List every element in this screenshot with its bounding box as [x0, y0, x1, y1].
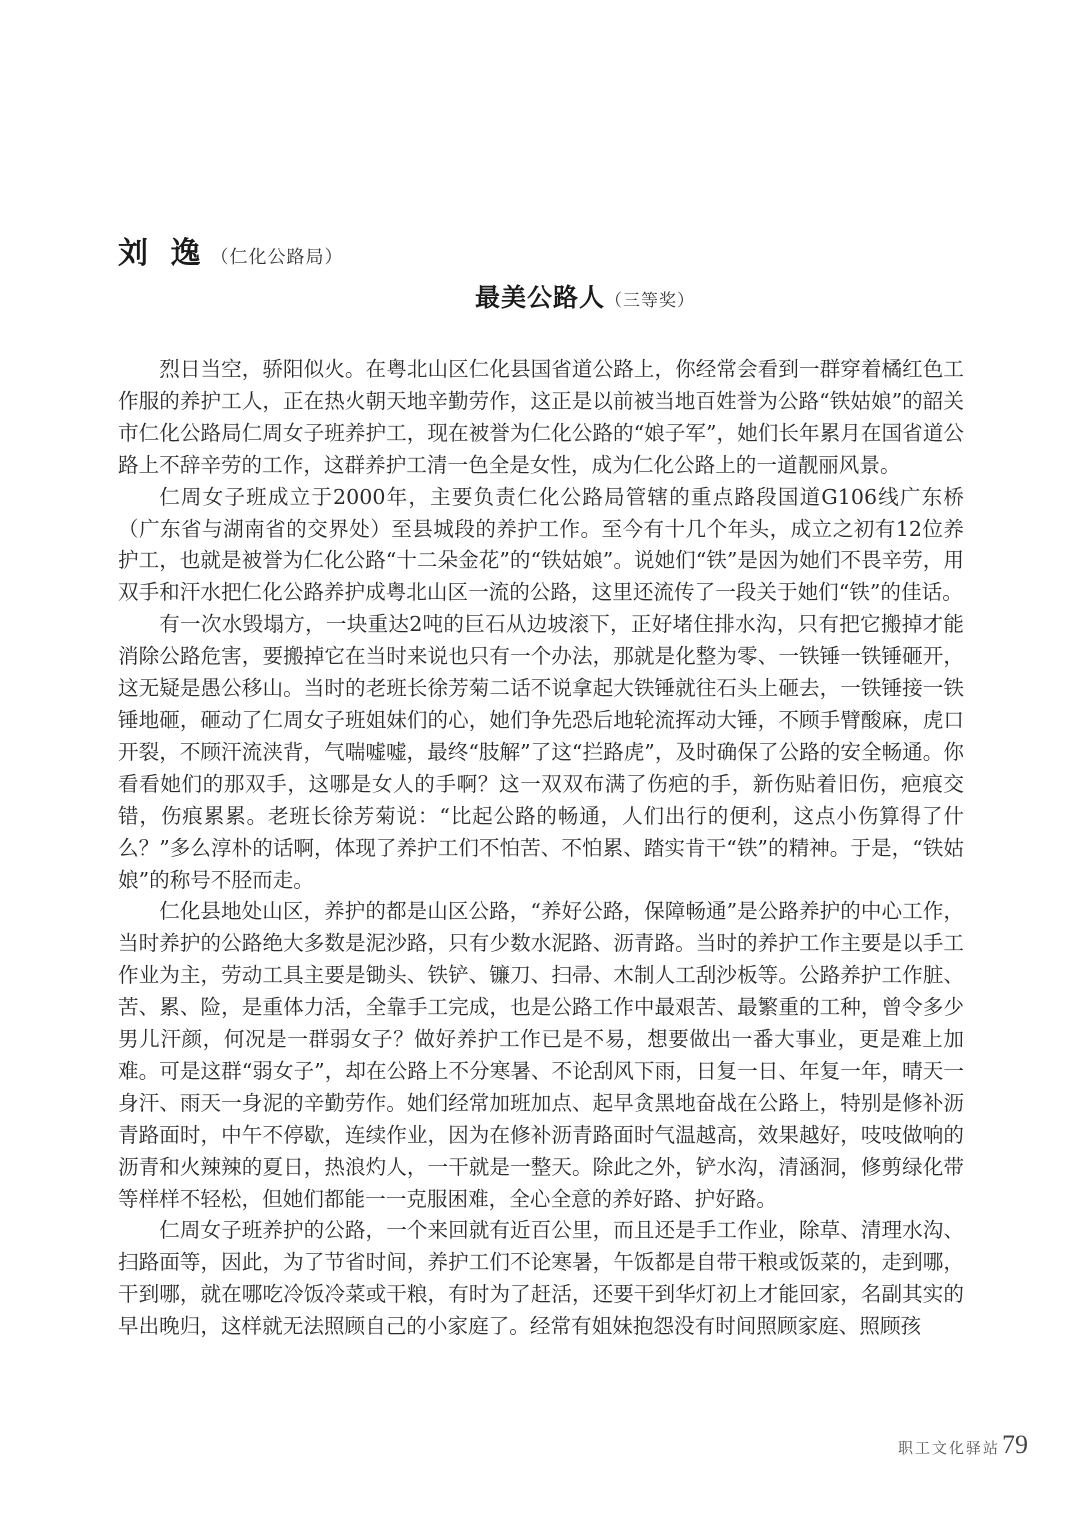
article-title: 最美公路人 [474, 283, 605, 312]
paragraph: 仁周女子班养护的公路，一个来回就有近百公里，而且还是手工作业，除草、清理水沟、扫路面等，因此，为了节省时间，养护工们不论寒暑，午饭都是自带干粮或饭菜的，走到哪，干到哪，就在哪吃冷饭冷菜或干粮，有时为了赶活，还要干到华灯初上才能回家，名副其实的早出晚归，这样就无法照顾自己的小家庭了。经常有姐妹抱怨没有时间照顾家庭、照顾孩 [118, 1218, 964, 1339]
author-name: 刘 逸 [118, 236, 207, 271]
title-line [0, 278, 1080, 314]
page-number: 79 [1002, 1430, 1028, 1459]
article-body [118, 354, 964, 1343]
award-label: （三等奖） [605, 291, 695, 311]
author-organization: （仁化公路局） [210, 247, 344, 268]
page-footer [898, 1430, 1028, 1460]
paragraph: 烈日当空，骄阳似火。在粤北山区仁化县国省道公路上，你经常会看到一群穿着橘红色工作服的养护工人，正在热火朝天地辛勤劳作，这正是以前被当地百姓誉为公路“铁姑娘”的韶关市仁化公路局仁周女子班养护工，现在被誉为仁化公路的“娘子军”，她们长年累月在国省道公路上不辞辛劳的工作，这群养护工清一色全是女性，成为仁化公路上的一道靓丽风景。 [118, 357, 964, 477]
paragraph: 仁化县地处山区，养护的都是山区公路，“养好公路，保障畅通”是公路养护的中心工作，当时养护的公路绝大多数是泥沙路，只有少数水泥路、沥青路。当时的养护工作主要是以手工作业为主，劳动工具主要是锄头、铁铲、镰刀、扫帚、木制人工刮沙板等。公路养护工作脏、苦、累、险，是重体力活，全靠手工完成，也是公路工作中最艰苦、最繁重的工种，曾令多少男儿汗颜，何况是一群弱女子？做好养护工作已是不易，想要做出一番大事业，更是难上加难。可是这群“弱女子”，却在公路上不分寒暑、不论刮风下雨，日复一日、年复一年，晴天一身汗、雨天一身泥的辛勤劳作。她们经常加班加点、起早贪黑地奋战在公路上，特别是修补沥青路面时，中午不停歇，连续作业，因为在修补沥青路面时气温越高，效果越好，吱吱做响的沥青和火辣辣的夏日，热浪灼人，一干就是一整天。除此之外，铲水沟，清涵洞，修剪绿化带等样样不轻松，但她们都能一一克服困难，全心全意的养好路、护好路。 [118, 899, 964, 1211]
journal-name: 职工文化驿站 [897, 1439, 1000, 1457]
paragraph: 有一次水毁塌方，一块重达2吨的巨石从边坡滚下，正好堵住排水沟，只有把它搬掉才能消除公路危害，要搬掉它在当时来说也只有一个办法，那就是化整为零、一铁锤一铁锤砸开，这无疑是愚公移山。当时的老班长徐芳菊二话不说拿起大铁锤就往石头上砸去，一铁锤接一铁锤地砸，砸动了仁周女子班姐妹们的心，她们争先恐后地轮流挥动大锤，不顾手臂酸麻，虎口开裂，不顾汗流浃背，气喘嘘嘘，最终“肢解”了这“拦路虎”，及时确保了公路的安全畅通。你看看她们的那双手，这哪是女人的手啊？这一双双布满了伤疤的手，新伤贴着旧伤，疤痕交错，伤痕累累。老班长徐芳菊说：“比起公路的畅通，人们出行的便利，这点小伤算得了什么？”多么淳朴的话啊，体现了养护工们不怕苦、不怕累、踏实肯干“铁”的精神。于是，“铁姑娘”的称号不胫而走。 [118, 612, 964, 892]
paragraph: 仁周女子班成立于2000年，主要负责仁化公路局管辖的重点路段国道G106线广东桥（广东省与湖南省的交界处）至县城段的养护工作。至今有十几个年头，成立之初有12位养护工，也就是被誉为仁化公路“十二朵金花”的“铁姑娘”。说她们“铁”是因为她们不畏辛劳，用双手和汗水把仁化公路养护成粤北山区一流的公路，这里还流传了一段关于她们“铁”的佳话。 [118, 484, 964, 605]
author-line [118, 228, 343, 272]
